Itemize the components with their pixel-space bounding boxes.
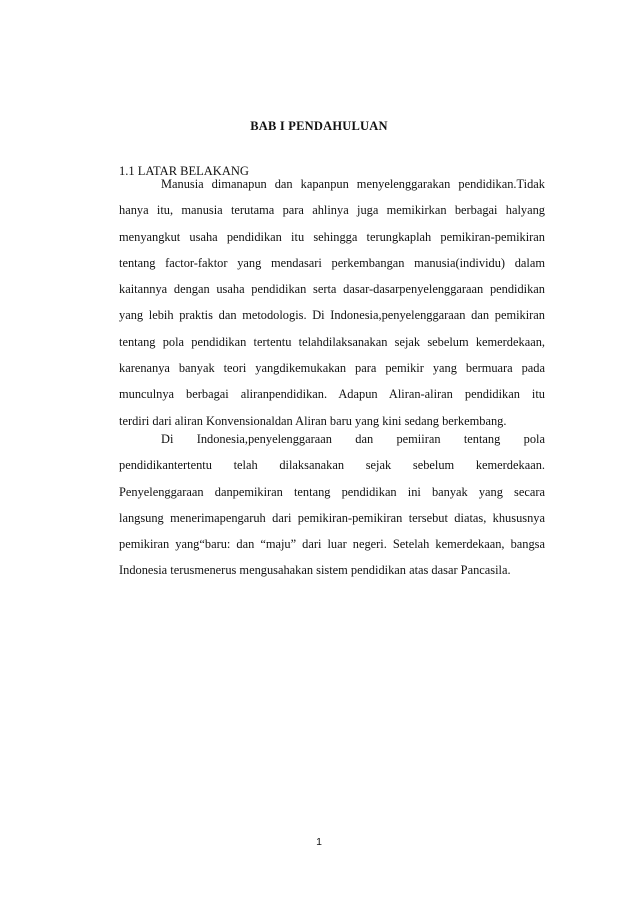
paragraph-line: Di Indonesia,penyelenggaraan dan pemiiran tentang pola [161,432,545,446]
paragraph-line: yang lebih praktis dan metodologis. Di Indonesia,penyelenggaraan dan pemikiran [119,308,545,323]
paragraph-line: Indonesia terusmenerus mengusahakan sistem pendidikan atas dasar Pancasila. [119,563,511,578]
paragraph-line: pemikiran yang“baru: dan “maju” dari luar negeri. Setelah kemerdekaan, bangsa [119,537,545,552]
paragraph-line: terdiri dari aliran Konvensionaldan Aliran baru yang kini sedang berkembang. [119,413,507,428]
page-title: BAB I PENDAHULUAN [250,119,388,133]
paragraph-line: karenanya banyak teori yangdikemukakan para pemikir yang bermuara pada [119,361,545,376]
paragraph-line: tentang pola pendidikan tertentu telahdilaksanakan sejak sebelum kemerdekaan, [119,334,545,349]
paragraph-line: kaitannya dengan usaha pendidikan serta dasar-dasarpenyelenggaraan pendidikan [119,282,545,297]
paragraph-line: Penyelenggaraan danpemikiran tentang pendidikan ini banyak yang secara [119,484,545,499]
paragraph-line: Manusia dimanapun dan kapanpun menyelenggarakan pendidikan.Tidak [161,177,545,191]
paragraph-line: pendidikantertentu telah dilaksanakan sejak sebelum kemerdekaan. [119,458,545,473]
paragraph-line: tentang factor-faktor yang mendasari perkembangan manusia(individu) dalam [119,255,545,270]
page-number: 1 [316,836,322,848]
paragraph-1 [119,171,545,434]
paragraph-2 [119,426,545,584]
paragraph-line: munculnya berbagai aliranpendidikan. Adapun Aliran-aliran pendidikan itu [119,387,545,402]
paragraph-line: hanya itu, manusia terutama para ahlinya juga memikirkan berbagai halyang [119,203,545,218]
section-heading: 1.1 LATAR BELAKANG [119,164,249,178]
paragraph-line: langsung menerimapengaruh dari pemikiran-pemikiran tersebut diatas, khususnya [119,510,545,525]
paragraph-line: menyangkut usaha pendidikan itu sehingga terungkaplah pemikiran-pemikiran [119,229,545,244]
